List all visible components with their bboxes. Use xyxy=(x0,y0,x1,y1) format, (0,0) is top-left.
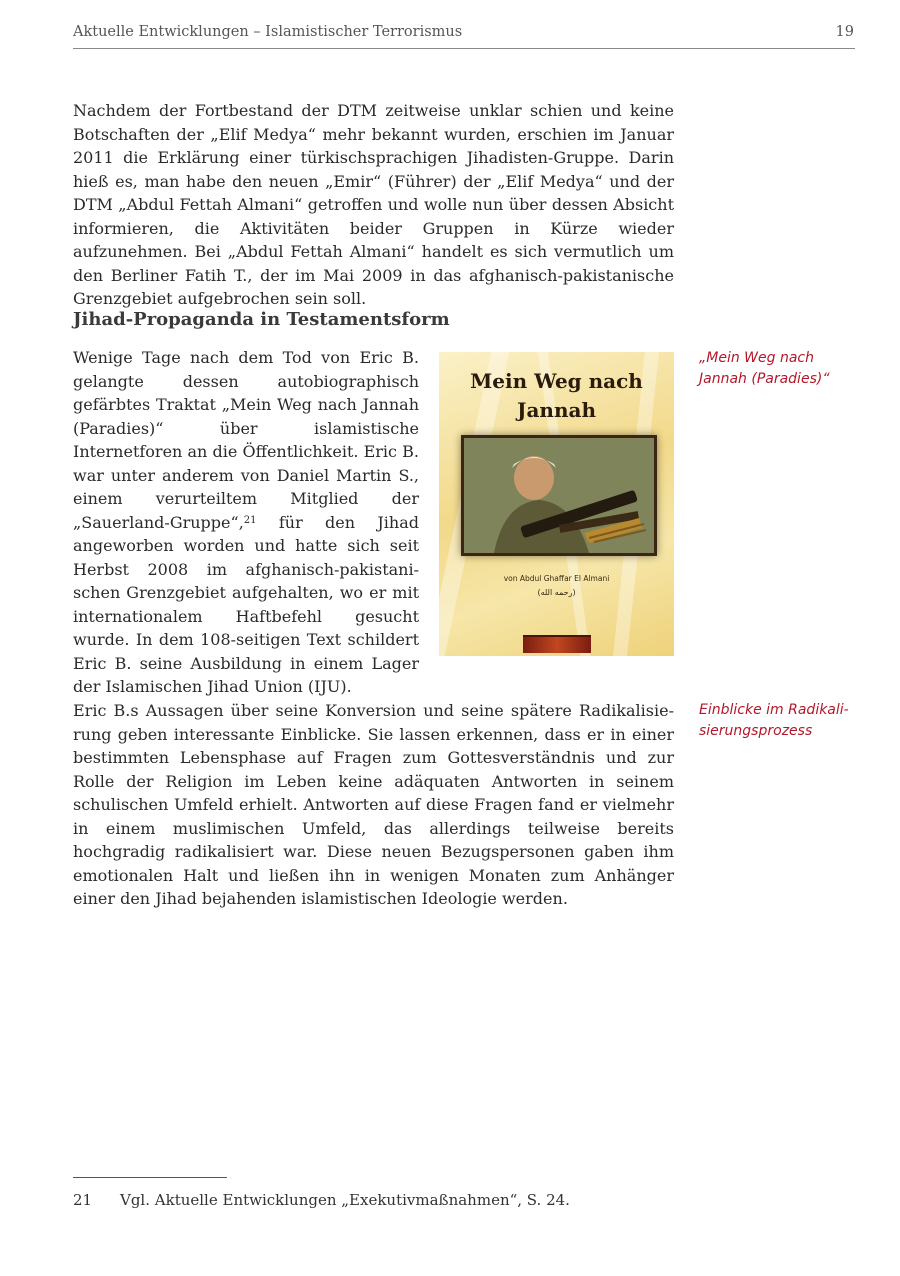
paragraph-testament-part1: Wenige Tage nach dem Tod von Eric B. gelangte dessen autobiographisch gefärbtes Traktat „Mein Weg nach Jannah (Paradies)“ über islamistische Internetforen an die Öffentlichkeit. Eric B. war unter anderem von Daniel Martin S., einem verurteiltem Mitglied der „Sauerland-Gruppe“, xyxy=(73,348,419,532)
cover-title-line2: Jannah xyxy=(516,398,596,422)
footnote-divider xyxy=(73,1177,227,1178)
paragraph-radikalisierung: Eric B.s Aussagen über seine Konversion und seine spätere Radikalisierung geben interessante Einblicke. Sie lassen erkennen, dass er in einer bestimmten Lebensphase auf Fragen zum Gottesverständnis und zur Rolle der Religion im Leben keine adäquaten Antworten in seinem schulischen Umfeld erhielt. Antworten auf diese Fragen fand er vielmehr in einem muslimischen Umfeld, das allerdings teilweise bereits hochgradig radikalisiert war. Diese neuen Bezugspersonen gaben ihm emotionalen Halt und ließen ihn in wenigen Monaten zum Anhänger einer den Jihad bejahenden islamistischen Ideologie werden. xyxy=(73,701,674,908)
paragraph-elif-medya: Nachdem der Fortbestand der DTM zeitweise unklar schien und keine Botschaften der „Elif Medya“ mehr bekannt wurden, erschien im Januar 2011 die Erklärung einer türkischsprachigen Jihadisten-Gruppe. Darin hieß es, man habe den neuen „Emir“ (Führer) der „Elif Medya“ und der DTM „Abdul Fettah Almani“ getroffen und wolle nun über dessen Absicht informieren, die Aktivitäten beider Gruppen in Kürze wieder aufzunehmen. Bei „Abdul Fettah Almani“ handelt es sich vermutlich um den Berliner Fatih T., der im Mai 2009 in das afghanisch-pakistanische Grenzgebiet aufgebrochen sein soll. xyxy=(73,101,674,308)
cover-arabic-text: (رحمه الله) xyxy=(537,588,576,597)
footnote xyxy=(73,1191,570,1209)
book-cover-image xyxy=(439,352,674,656)
paragraph-testament-part2: für den Jihad angeworben worden und hatte sich seit Herbst 2008 im afghanisch-pakistanischen Grenzgebiet aufgehalten, wo er mit internationalem Haftbefehl gesucht wurde. In dem 108-seitigen Text schildert Eric B. seine Ausbildung in einem Lager der Islamischen Jihad Union (IJU). xyxy=(73,512,419,696)
page-number: 19 xyxy=(835,24,854,40)
paragraph-testament xyxy=(73,346,419,699)
margin-note-mein-weg: „Mein Weg nach Jannah (Paradies)“ xyxy=(699,350,830,387)
cover-title-line1: Mein Weg nach xyxy=(470,369,643,393)
cover-decoration xyxy=(523,635,591,653)
cover-author: von Abdul Ghaffar El Almani xyxy=(503,574,610,583)
running-title: Aktuelle Entwicklungen – Islamistischer Terrorismus xyxy=(73,24,463,40)
cover-photo xyxy=(461,435,657,556)
footnote-text: Vgl. Aktuelle Entwicklungen „Exekutivmaßnahmen“, S. 24. xyxy=(120,1191,570,1209)
footnote-reference[interactable]: 21 xyxy=(243,514,257,526)
section-heading: Jihad-Propaganda in Testamentsform xyxy=(73,309,450,330)
running-header xyxy=(73,24,855,49)
soldier-photo-icon xyxy=(464,438,654,553)
footnote-number: 21 xyxy=(73,1191,93,1209)
margin-note-einblicke: Einblicke im Radikalisierungsprozess xyxy=(699,702,849,739)
